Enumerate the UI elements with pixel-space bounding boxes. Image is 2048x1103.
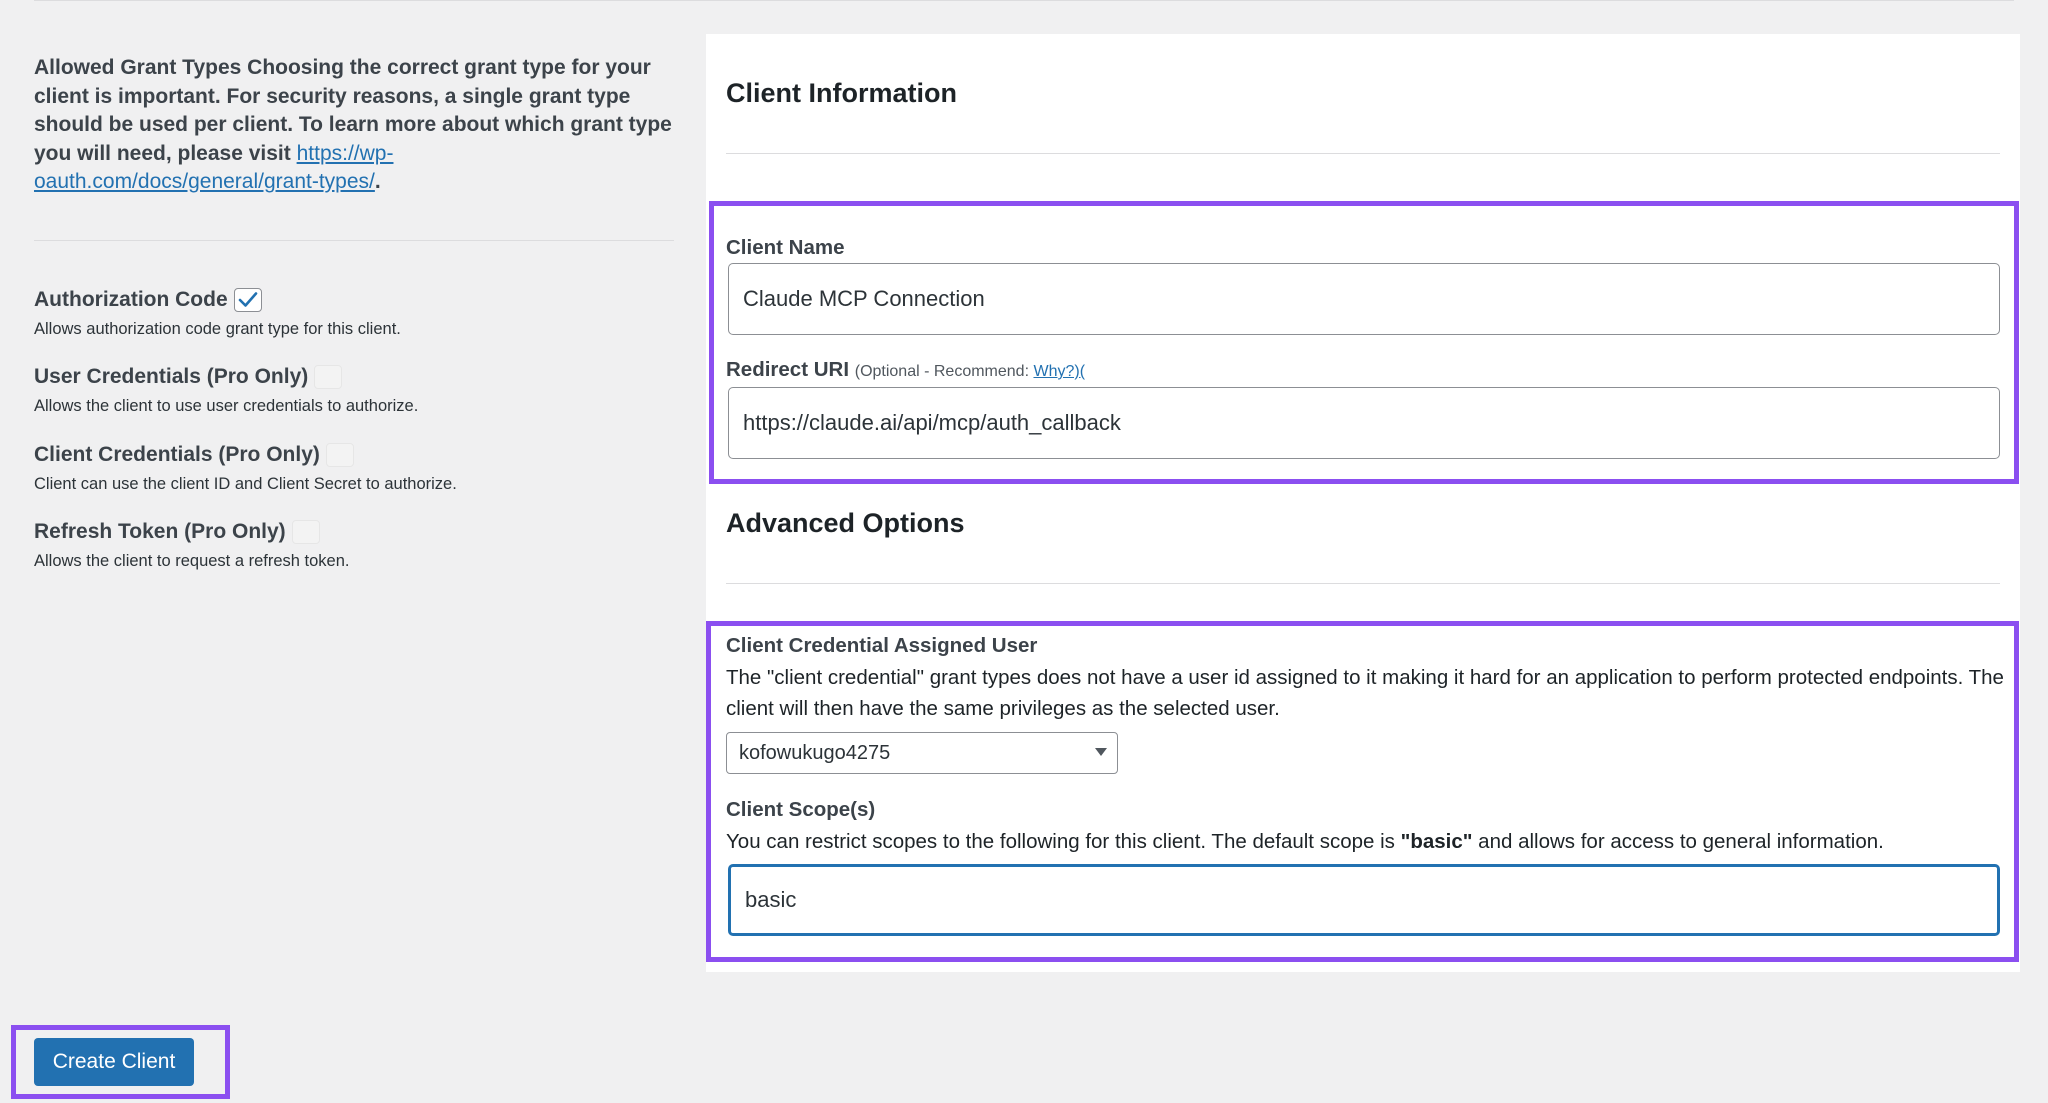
- scope-desc-text: You can restrict scopes to the following for this client. The default scope is: [726, 830, 1401, 853]
- client-name-label: Client Name: [726, 236, 845, 259]
- assigned-user-description: The "client credential" grant types does not have a user id assigned to it making it hard for an application to perform protected endpoints. The client will then have the same privileges as the selected user.: [726, 666, 2004, 720]
- checkmark-icon: [238, 291, 258, 309]
- scope-desc-default: "basic": [1400, 830, 1473, 853]
- grant-client-credentials: [34, 441, 457, 495]
- why-link[interactable]: Why?)(: [1033, 363, 1086, 380]
- grant-description: Allows authorization code grant type for this client.: [34, 320, 401, 338]
- grant-label: User Credentials (Pro Only): [34, 365, 309, 388]
- grant-label: Authorization Code: [34, 288, 228, 311]
- grant-types-section: [34, 54, 674, 570]
- grant-description: Allows the client to use user credentials to authorize.: [34, 397, 419, 415]
- advanced-options-title: Advanced Options: [726, 508, 965, 538]
- grant-label: Client Credentials (Pro Only): [34, 443, 320, 466]
- grant-types-intro-text: Allowed Grant Types Choosing the correct grant type for your client is important. For security reasons, a single grant type should be used per client. To learn more about which grant type you will need, please visit: [34, 56, 672, 165]
- client-form-panel: [706, 34, 2020, 972]
- grant-types-intro: [34, 54, 674, 197]
- top-divider: [34, 0, 2014, 1]
- refresh-token-checkbox[interactable]: [292, 520, 320, 544]
- assigned-user-label: Client Credential Assigned User: [726, 634, 1038, 657]
- grant-refresh-token: [34, 518, 350, 572]
- client-information-divider: [726, 153, 2000, 154]
- grant-label: Refresh Token (Pro Only): [34, 520, 286, 543]
- grant-types-divider: [34, 240, 674, 241]
- redirect-uri-hint: [855, 363, 1085, 380]
- grant-user-credentials: [34, 363, 418, 417]
- create-client-button[interactable]: Create Client: [34, 1038, 194, 1086]
- chevron-down-icon: [1095, 748, 1107, 756]
- redirect-uri-input[interactable]: [728, 387, 2000, 459]
- assigned-user-select[interactable]: [726, 732, 1118, 774]
- client-credentials-checkbox[interactable]: [326, 443, 354, 467]
- scope-desc-text-end: and allows for access to general information.: [1472, 830, 1884, 853]
- assigned-user-selected: kofowukugo4275: [739, 741, 891, 764]
- grant-authorization-code: [34, 286, 401, 340]
- client-scope-label: Client Scope(s): [726, 798, 876, 821]
- redirect-uri-label: [726, 358, 1085, 382]
- advanced-options-divider: [726, 583, 2000, 584]
- grant-types-intro-period: .: [374, 170, 381, 193]
- redirect-uri-hint-text: (Optional - Recommend:: [854, 363, 1030, 380]
- redirect-uri-label-text: Redirect URI: [726, 358, 850, 381]
- client-scope-input[interactable]: [728, 864, 2000, 936]
- client-scope-description: [726, 826, 2006, 857]
- grant-types-docs-link[interactable]: https://wp-oauth.com/docs/general/grant-types/: [34, 141, 394, 193]
- authorization-code-checkbox[interactable]: [234, 288, 262, 312]
- grant-description: Allows the client to request a refresh token.: [34, 552, 350, 570]
- grant-description: Client can use the client ID and Client Secret to authorize.: [34, 475, 457, 493]
- client-name-input[interactable]: [728, 263, 2000, 335]
- user-credentials-checkbox[interactable]: [314, 365, 342, 389]
- client-information-title: Client Information: [726, 78, 957, 108]
